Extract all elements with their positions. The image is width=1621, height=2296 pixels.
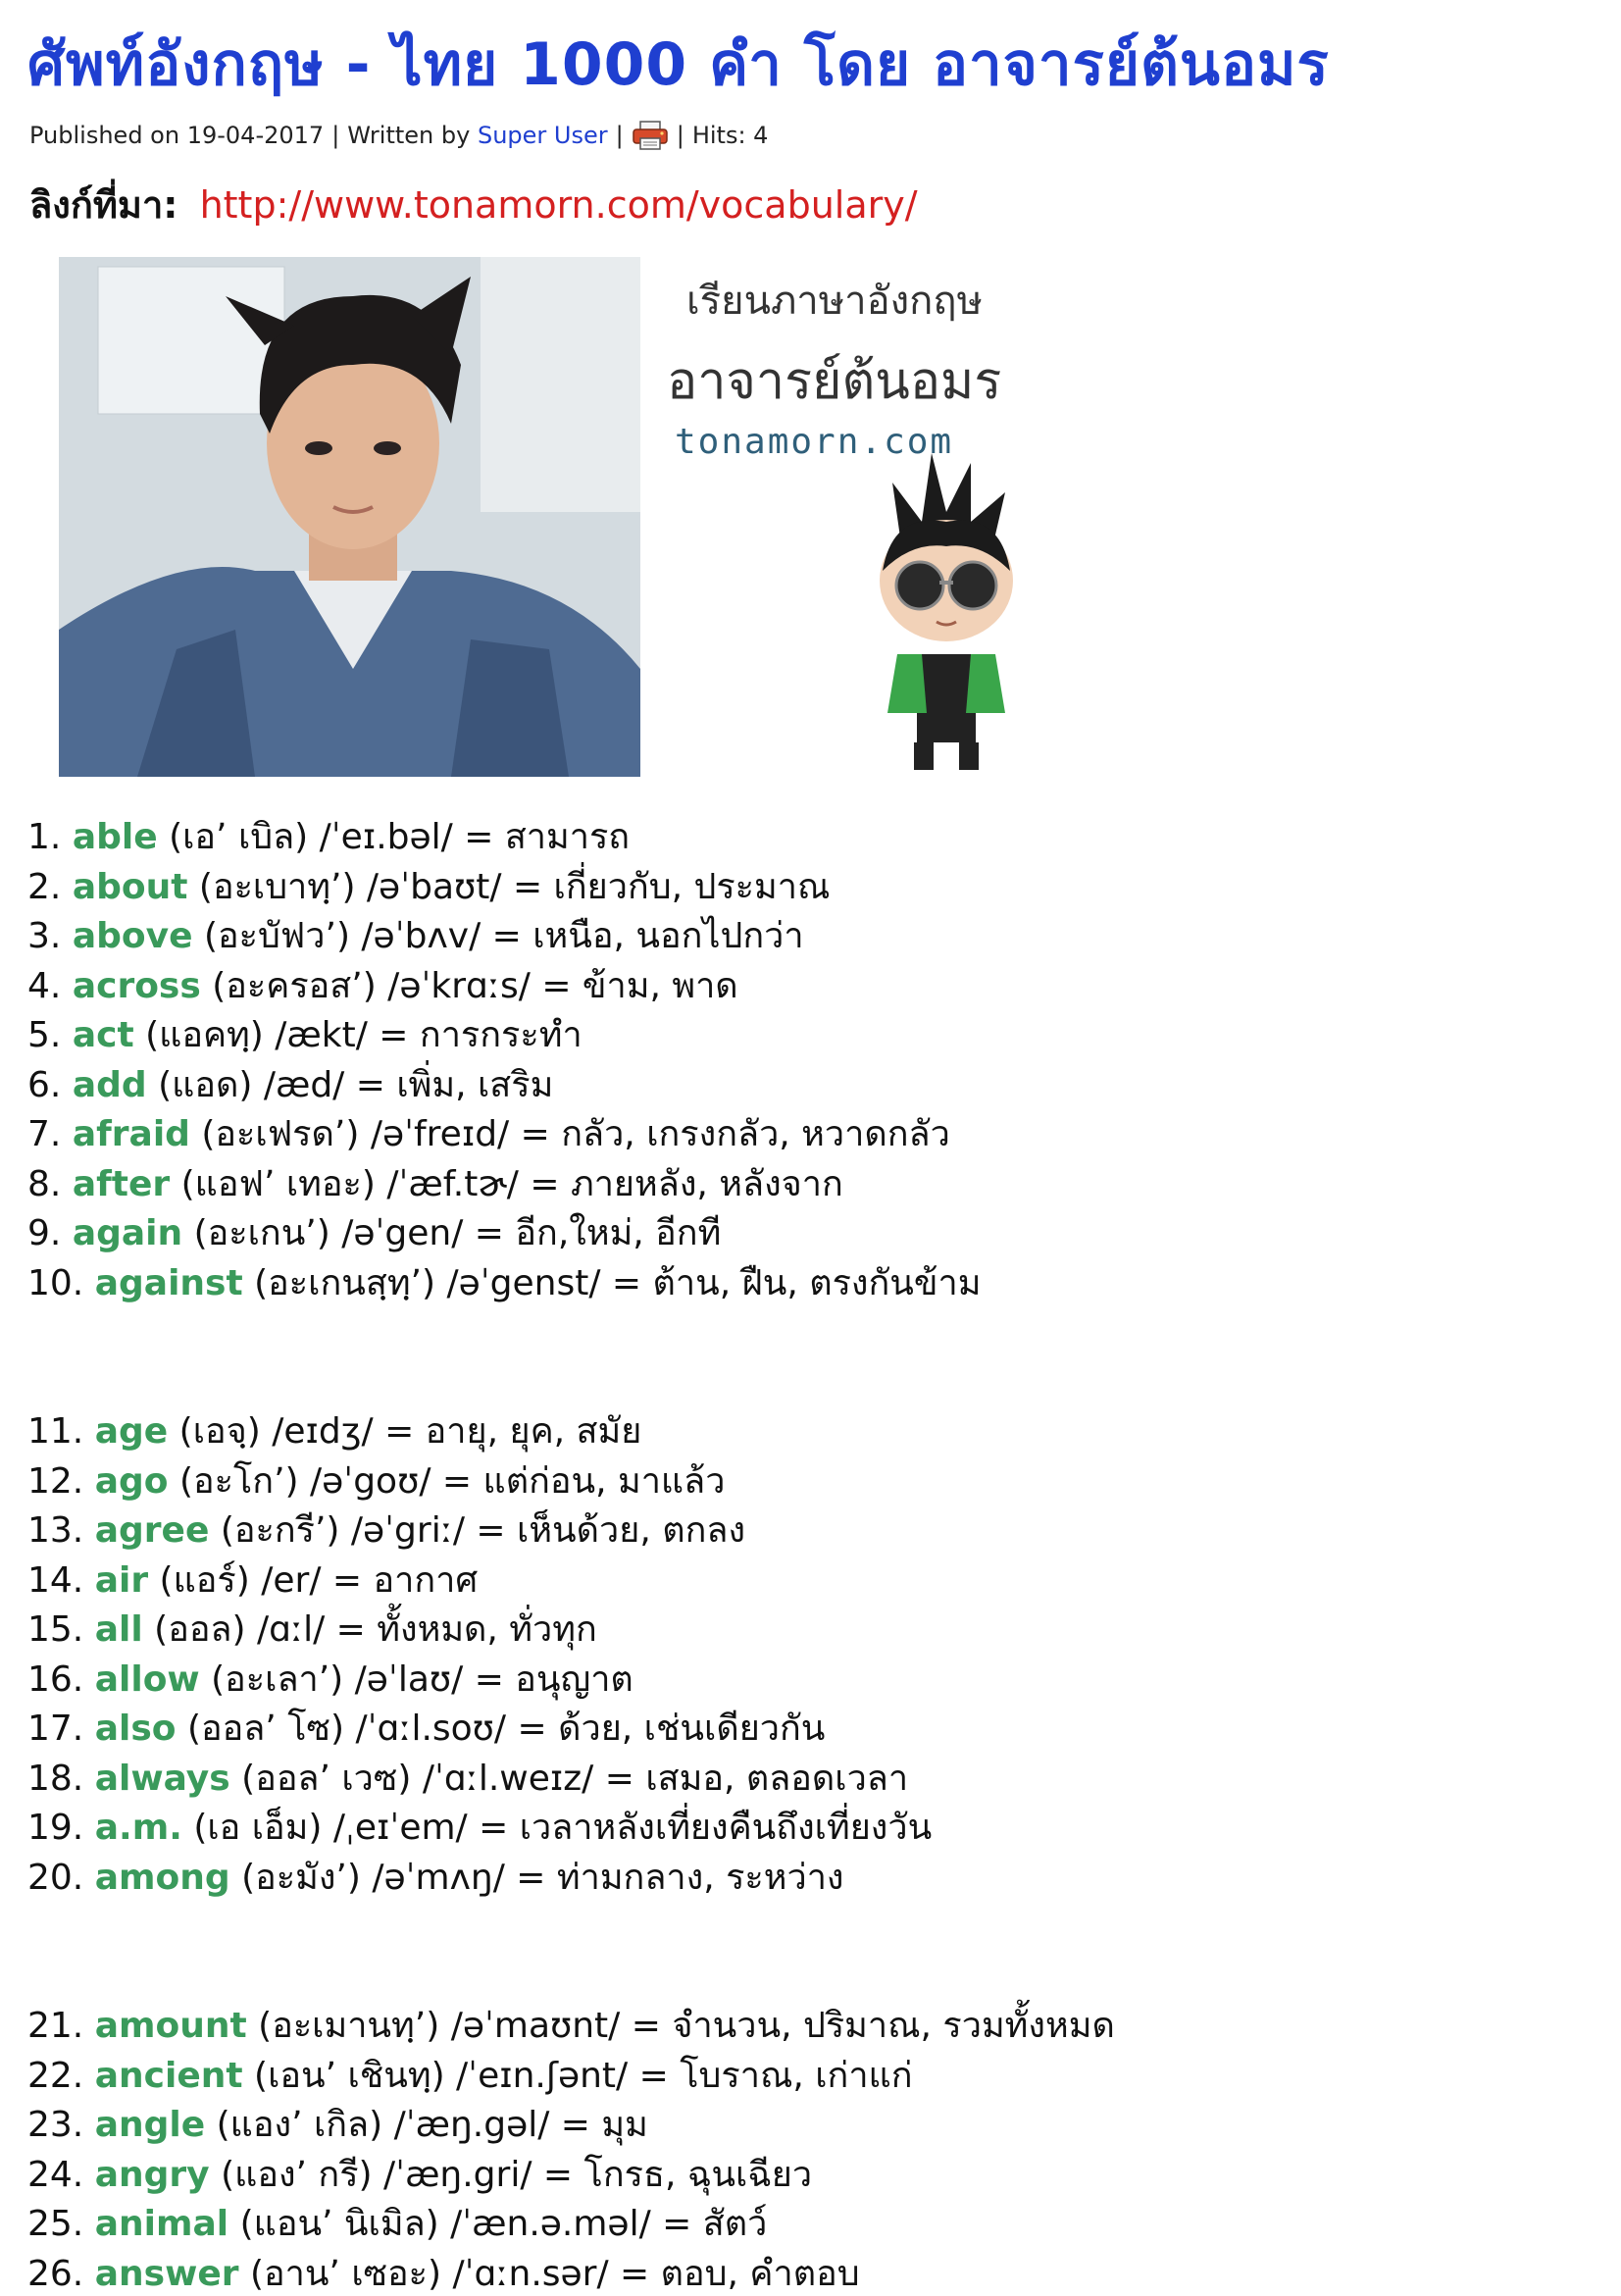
vocab-item [27, 1113, 950, 1156]
vocab-definition: (เอจฺ) /eɪdʒ/ = อายุ, ยุค, สมัย [168, 1411, 642, 1452]
vocab-definition: (อะครอส’) /əˈkrɑːs/ = ข้าม, พาด [200, 965, 738, 1006]
vocab-definition: (อะมัง’) /əˈmʌŋ/ = ท่ามกลาง, ระหว่าง [229, 1857, 844, 1898]
vocab-definition: (แอง’ เกิล) /ˈæŋ.gəl/ = มุม [205, 2105, 648, 2145]
vocab-definition: (แอง’ กรี) /ˈæŋ.gri/ = โกรธ, ฉุนเฉียว [209, 2154, 813, 2195]
vocab-definition: (อะเกนสฺทฺ’) /əˈgenst/ = ต้าน, ฝืน, ตรงกันข้าม [242, 1262, 982, 1303]
vocab-word: able [72, 817, 158, 857]
vocab-item [27, 1608, 597, 1652]
vocab-word: always [94, 1758, 230, 1799]
vocab-word: all [94, 1609, 143, 1650]
vocab-definition: (ออล’ โซ) /ˈɑːl.soʊ/ = ด้วย, เช่นเดียวกัน [176, 1709, 826, 1749]
vocab-definition: (แอคทฺ) /ækt/ = การกระทำ [133, 1015, 583, 1055]
vocab-number: 20. [27, 1857, 84, 1898]
vocab-number: 8. [27, 1163, 62, 1204]
vocab-number: 5. [27, 1015, 62, 1055]
author-link[interactable]: Super User [477, 122, 608, 149]
vocab-number: 7. [27, 1114, 62, 1154]
vocab-item [27, 1262, 981, 1305]
banner-teacher-name: อาจารย์ต้นอมร [667, 352, 1002, 411]
published-date: Published on 19-04-2017 [29, 122, 325, 149]
vocab-item [27, 2253, 860, 2296]
vocab-number: 17. [27, 1709, 84, 1749]
vocab-number: 19. [27, 1808, 84, 1848]
teacher-photo-illustration [59, 257, 640, 777]
vocab-number: 9. [27, 1213, 62, 1253]
vocab-number: 2. [27, 866, 62, 907]
vocab-definition: (แอฟ’ เทอะ) /ˈæf.tɚ/ = ภายหลัง, หลังจาก [170, 1163, 843, 1204]
vocab-word: afraid [72, 1114, 190, 1154]
vocab-word: a.m. [94, 1808, 182, 1848]
vocab-definition: (อะเมานทฺ’) /əˈmaʊnt/ = จำนวน, ปริมาณ, รวมทั้งหมด [246, 2006, 1115, 2046]
vocab-item [27, 1708, 825, 1751]
vocab-word: add [72, 1064, 147, 1105]
meta-separator: | [331, 122, 340, 149]
vocab-definition: (แอด) /æd/ = เพิ่ม, เสริม [146, 1064, 554, 1105]
written-by-label: Written by [347, 122, 471, 149]
vocab-item [27, 2055, 913, 2098]
vocab-definition: (อะบัฟว’) /əˈbʌv/ = เหนือ, นอกไปกว่า [192, 916, 804, 956]
vocab-number: 26. [27, 2253, 84, 2294]
vocab-definition: (เอน’ เชินทฺ) /ˈeɪn.ʃənt/ = โบราณ, เก่าแก่ [242, 2055, 913, 2096]
vocab-item [27, 2203, 767, 2246]
source-label: ลิงก์ที่มา: [29, 183, 178, 227]
vocab-item [27, 1064, 553, 1107]
vocab-definition: (อะเฟรด’) /əˈfreɪd/ = กลัว, เกรงกลัว, หวาดกลัว [189, 1114, 950, 1154]
banner-website: tonamorn.com [675, 422, 954, 462]
vocab-item [27, 1807, 932, 1850]
source-line [29, 175, 918, 234]
vocab-number: 22. [27, 2055, 84, 2096]
header-banner-image [59, 257, 1030, 777]
vocab-definition: (แอน’ นิเมิล) /ˈæn.ə.məl/ = สัตว์ [228, 2204, 768, 2244]
vocab-item [27, 1163, 843, 1206]
vocab-number: 13. [27, 1510, 84, 1551]
vocab-word: above [72, 916, 193, 956]
vocab-number: 6. [27, 1064, 62, 1105]
vocab-word: again [72, 1213, 183, 1253]
vocab-number: 15. [27, 1609, 84, 1650]
vocab-word: answer [94, 2253, 239, 2294]
vocab-word: angry [94, 2154, 210, 2195]
vocab-definition: (ออล’ เวซ) /ˈɑːl.weɪz/ = เสมอ, ตลอดเวลา [229, 1758, 909, 1799]
vocab-number: 10. [27, 1262, 84, 1303]
banner-subtitle: เรียนภาษาอังกฤษ [686, 279, 983, 324]
vocab-item [27, 2104, 648, 2147]
vocab-number: 21. [27, 2006, 84, 2046]
vocab-item [27, 866, 830, 909]
meta-separator: | [676, 122, 684, 149]
vocab-word: allow [94, 1658, 200, 1700]
vocab-definition: (อะเกน’) /əˈgen/ = อีก,ใหม่, อีกที [182, 1213, 722, 1253]
meta-separator: | [615, 122, 624, 149]
vocab-word: about [72, 866, 188, 907]
vocab-number: 25. [27, 2204, 84, 2244]
vocab-word: act [72, 1015, 134, 1055]
vocab-item [27, 816, 630, 859]
vocab-number: 4. [27, 965, 62, 1006]
vocab-item [27, 965, 738, 1008]
vocab-item [27, 1460, 725, 1504]
vocab-definition: (เอ เอ็ม) /ˌeɪˈem/ = เวลาหลังเที่ยงคืนถึงเที่ยงวัน [181, 1808, 933, 1848]
page-title: ศัพท์อังกฤษ - ไทย 1000 คำ โดย อาจารย์ต้นอมร [27, 30, 1330, 99]
vocab-word: against [94, 1262, 243, 1303]
vocab-number: 1. [27, 817, 62, 857]
vocab-word: angle [94, 2105, 206, 2145]
vocab-word: air [94, 1559, 149, 1601]
vocab-number: 24. [27, 2154, 84, 2195]
hits-count: Hits: 4 [691, 122, 769, 149]
vocab-item [27, 1857, 844, 1900]
vocab-number: 11. [27, 1411, 84, 1452]
vocab-number: 16. [27, 1658, 84, 1700]
vocab-word: animal [94, 2204, 229, 2244]
vocab-definition: (เอ’ เบิล) /ˈeɪ.bəl/ = สามารถ [157, 817, 631, 857]
vocab-definition: (อะเลา’) /əˈlaʊ/ = อนุญาต [199, 1658, 633, 1700]
source-url-link[interactable]: http://www.tonamorn.com/vocabulary/ [199, 183, 918, 227]
vocab-number: 3. [27, 916, 62, 956]
vocab-definition: (อะเบาทฺ’) /əˈbaʊt/ = เกี่ยวกับ, ประมาณ [187, 866, 831, 907]
vocab-item [27, 1658, 633, 1702]
vocab-word: amount [94, 2006, 247, 2046]
vocab-number: 18. [27, 1758, 84, 1799]
vocab-word: among [94, 1857, 230, 1898]
vocab-item [27, 1212, 721, 1255]
vocab-word: age [94, 1411, 169, 1452]
vocab-item [27, 1758, 908, 1801]
vocab-word: ago [94, 1460, 169, 1502]
vocab-item [27, 1559, 478, 1603]
printer-icon[interactable] [632, 120, 669, 151]
cartoon-mascot-icon [863, 443, 1030, 777]
vocab-item [27, 915, 804, 958]
vocab-word: agree [94, 1510, 210, 1551]
vocab-item [27, 1509, 745, 1553]
vocab-number: 23. [27, 2105, 84, 2145]
teacher-photo [59, 257, 640, 777]
vocab-item [27, 1014, 583, 1057]
vocab-definition: (อาน’ เซอะ) /ˈɑːn.sər/ = ตอบ, คำตอบ [238, 2253, 860, 2294]
vocab-definition: (ออล) /ɑːl/ = ทั้งหมด, ทั่วทุก [142, 1609, 597, 1650]
vocab-item [27, 2005, 1115, 2048]
vocab-number: 12. [27, 1460, 84, 1502]
vocab-item [27, 2154, 812, 2197]
vocab-definition: (แอร์) /er/ = อากาศ [148, 1559, 479, 1601]
vocab-number: 14. [27, 1559, 84, 1601]
vocab-item [27, 1410, 641, 1454]
vocab-definition: (อะกรี’) /əˈgriː/ = เห็นด้วย, ตกลง [209, 1510, 746, 1551]
vocab-word: ancient [94, 2055, 243, 2096]
article-meta [29, 120, 768, 151]
vocab-word: also [94, 1709, 177, 1749]
vocab-word: across [72, 965, 201, 1006]
vocab-word: after [72, 1163, 171, 1204]
vocab-definition: (อะโก’) /əˈgoʊ/ = แต่ก่อน, มาแล้ว [168, 1460, 726, 1502]
